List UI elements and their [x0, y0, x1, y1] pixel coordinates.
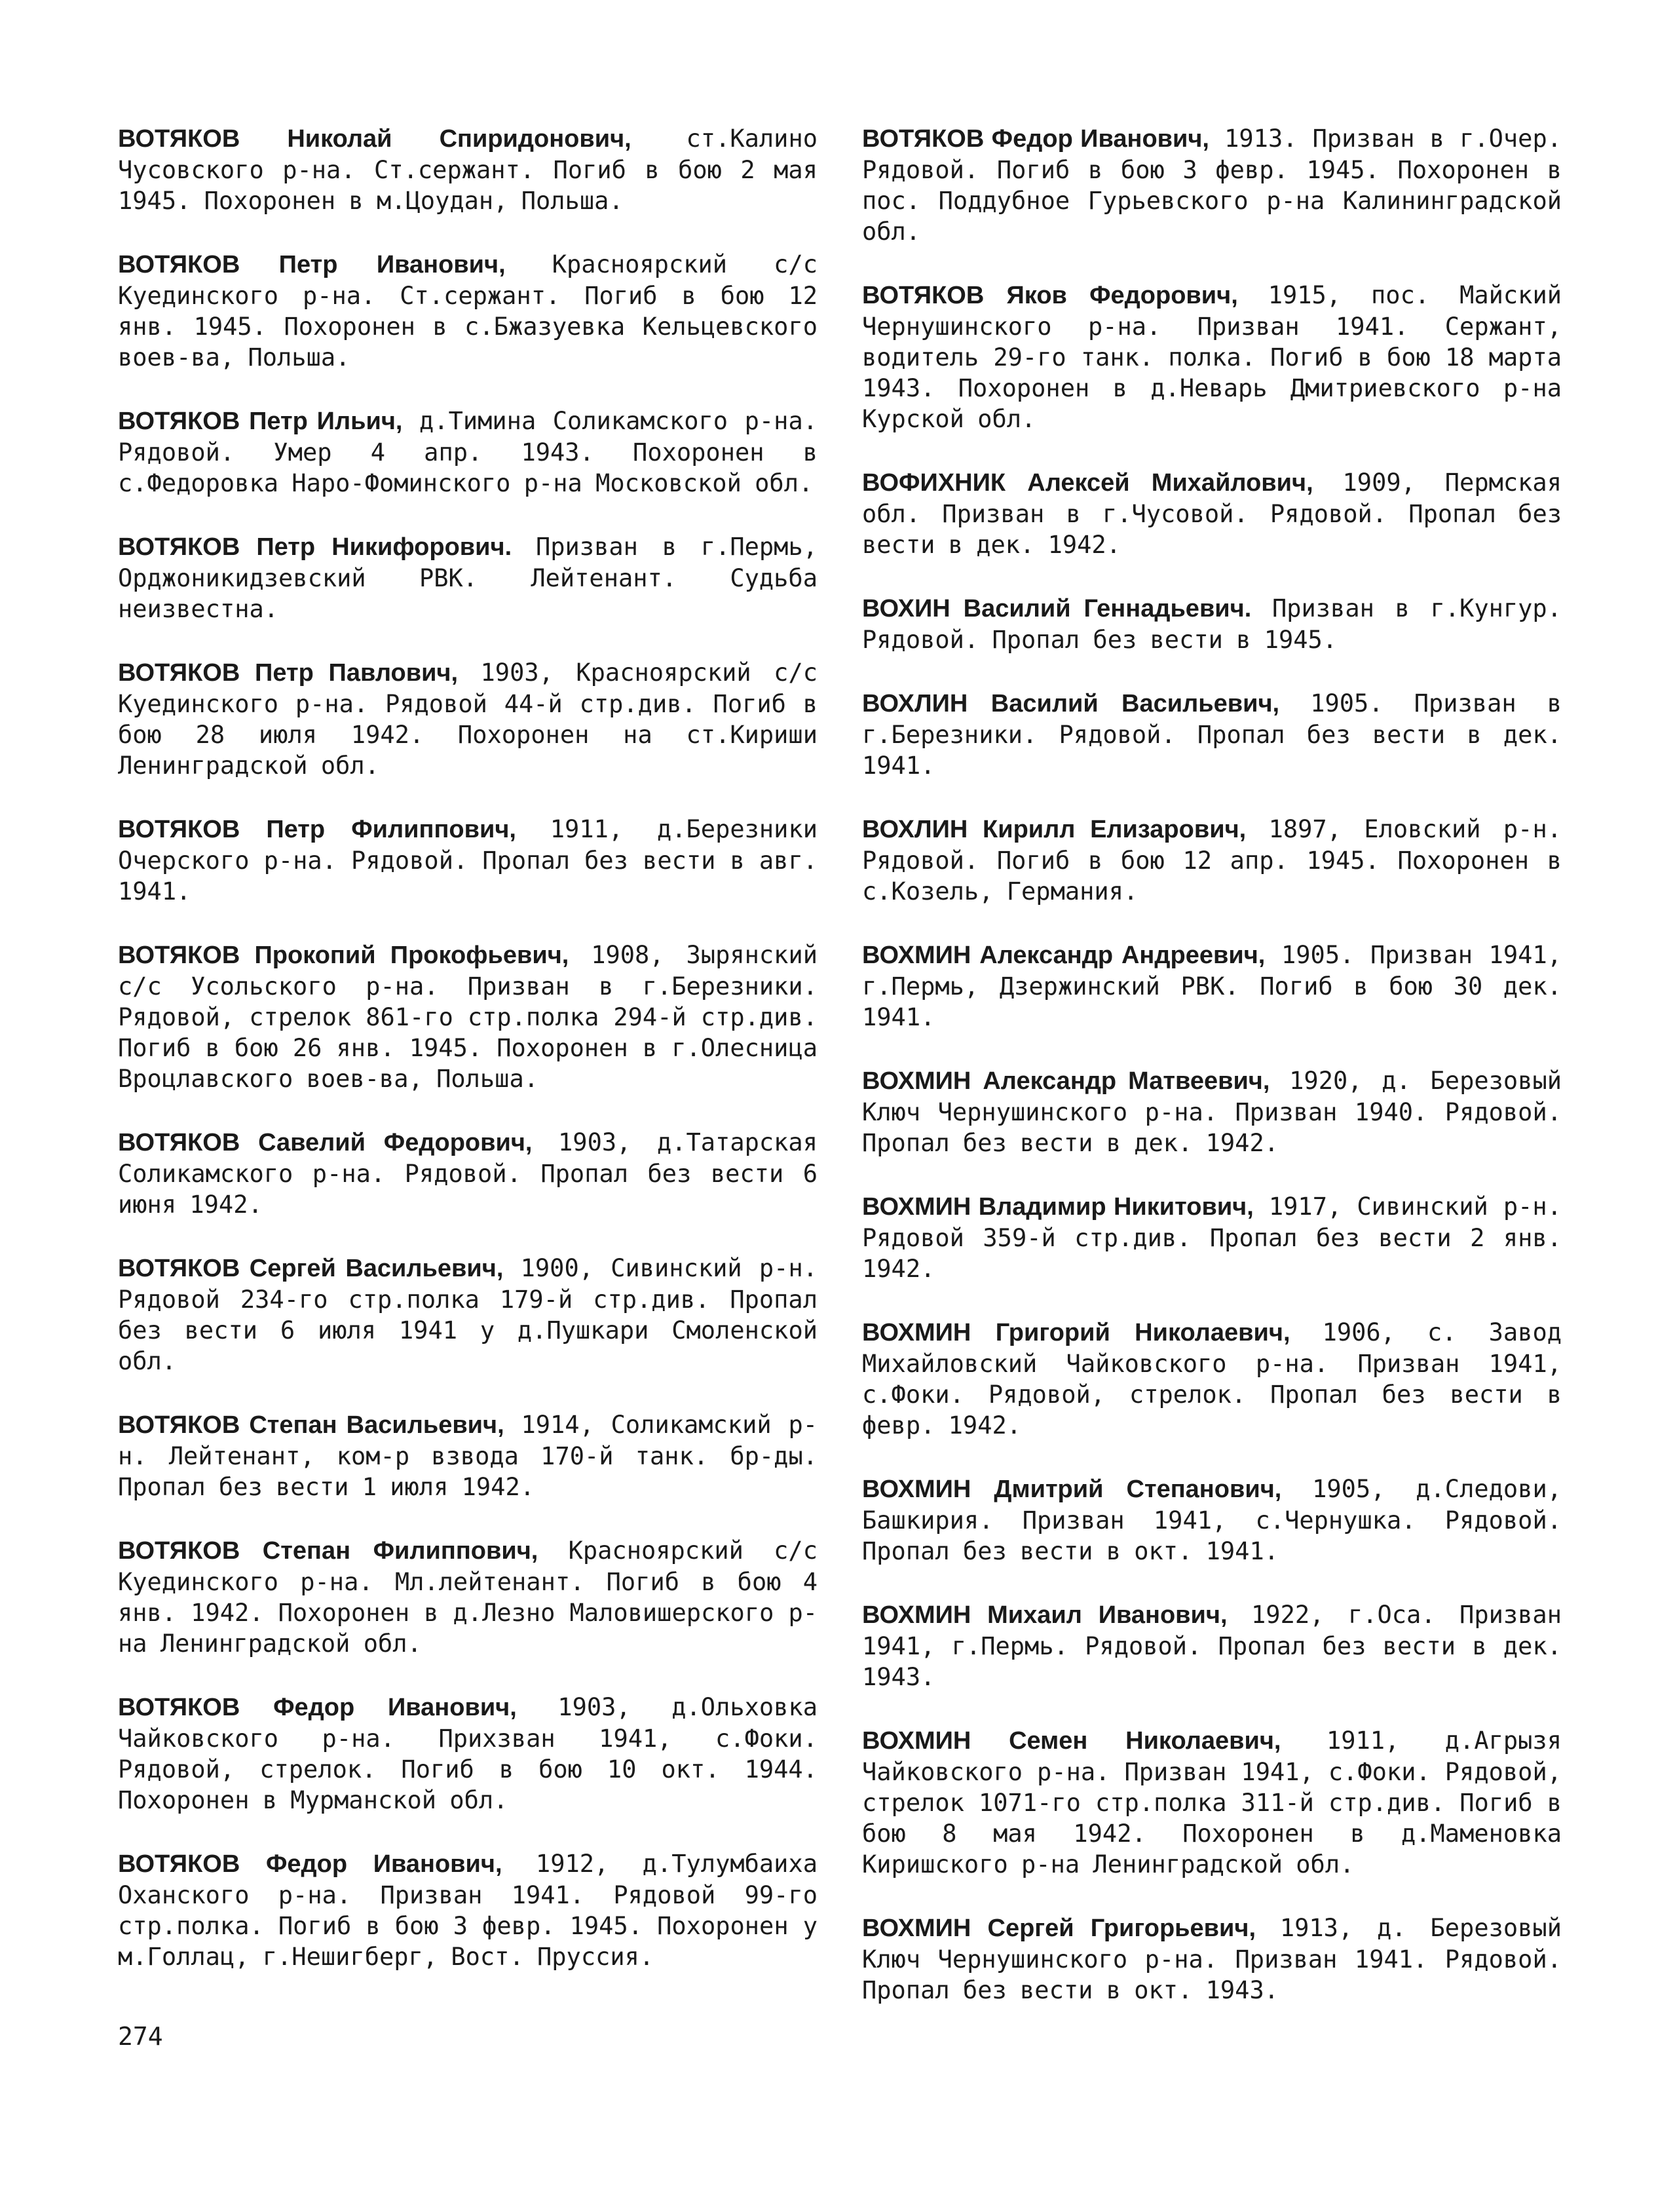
- entry-name: ВОФИХНИК Алексей Михайлович,: [862, 469, 1313, 497]
- entry-name: ВОТЯКОВ Степан Филиппович,: [118, 1537, 538, 1565]
- entry-text: 1897, Еловский р-н. Рядовой. Погиб в бою 12 апр. 1945. Похоронен в с.Козель, Германия.: [862, 815, 1562, 906]
- entry: [118, 814, 818, 907]
- entry-name: ВОХМИН Семен Николаевич,: [862, 1727, 1281, 1755]
- entry-name: ВОХМИН Дмитрий Степанович,: [862, 1476, 1282, 1503]
- entry-name: ВОТЯКОВ Яков Федорович,: [862, 282, 1238, 309]
- entry-text: 1909, Пермская обл. Призван в г.Чусовой. Рядовой. Пропал без вести в дек. 1942.: [862, 468, 1562, 559]
- entry: [118, 123, 818, 216]
- entry-text: 1914, Соликамский р-н. Лейтенант, ком-р взвода 170-й танк. бр-ды. Пропал без вести 1 июля 1942.: [118, 1411, 818, 1501]
- entry-text: 1908, Зырянский с/с Усольского р-на. Призван в г.Березники. Рядовой, стрелок 861-го стр.полка 294-й стр.див. Погиб в бою 26 янв. 1945. Похоронен в г.Олесница Вроцлавского воев-ва, Польша.: [118, 941, 818, 1093]
- entry: [118, 1535, 818, 1659]
- entry-name: ВОТЯКОВ Прокопий Прокофьевич,: [118, 942, 569, 969]
- entry-name: ВОХМИН Владимир Никитович,: [862, 1193, 1254, 1221]
- entry: [118, 1692, 818, 1816]
- entry-name: ВОТЯКОВ Савелий Федорович,: [118, 1129, 533, 1156]
- entry: [862, 1599, 1562, 1692]
- entry-text: 1900, Сивинский р-н. Рядовой 234-го стр.полка 179-й стр.див. Пропал без вести 6 июля 1941 у д.Пушкари Смоленской обл.: [118, 1254, 818, 1375]
- entry-text: 1905. Призван в г.Березники. Рядовой. Пропал без вести в дек. 1941.: [862, 689, 1562, 780]
- entry: [118, 406, 818, 499]
- entry-text: 1911, д.Агрызя Чайковского р-на. Призван 1941, с.Фоки. Рядовой, стрелок 1071-го стр.полка 311-й стр.див. Погиб в бою 8 мая 1942. Похоронен в д.Маменовка Киришского р-на Ленинградской обл.: [862, 1726, 1562, 1878]
- entry-text: 1913, д. Березовый Ключ Чернушинского р-на. Призван 1941. Рядовой. Пропал без вести в окт. 1943.: [862, 1914, 1562, 2004]
- left-column: [118, 123, 818, 2005]
- entry-name: ВОХМИН Александр Андреевич,: [862, 942, 1266, 969]
- entry: [862, 1913, 1562, 2006]
- entry: [862, 1725, 1562, 1880]
- entry: [118, 657, 818, 781]
- entry-text: Призван в г.Кунгур. Рядовой. Пропал без вести в 1945.: [862, 594, 1562, 654]
- entry-name: ВОТЯКОВ Петр Иванович,: [118, 251, 506, 278]
- entry: [118, 531, 818, 624]
- entry-text: Красноярский с/с Куединского р-на. Мл.лейтенант. Погиб в бою 4 янв. 1942. Похоронен в д.Лезно Маловишерского р-на Ленинградской обл.: [118, 1536, 818, 1658]
- entry: [862, 1317, 1562, 1441]
- entry-text: 1905. Призван 1941, г.Пермь, Дзержинский РВК. Погиб в бою 30 дек. 1941.: [862, 941, 1562, 1031]
- entry-text: 1906, с. Завод Михайловский Чайковского р-на. Призван 1941, с.Фоки. Рядовой, стрелок. Пропал без вести в февр. 1942.: [862, 1318, 1562, 1440]
- entry: [118, 249, 818, 373]
- entry: [862, 1065, 1562, 1158]
- entry-name: ВОХМИН Григорий Николаевич,: [862, 1319, 1290, 1346]
- entry: [862, 467, 1562, 560]
- entry-name: ВОТЯКОВ Федор Иванович,: [118, 1850, 502, 1878]
- entry-text: 1913. Призван в г.Очер. Рядовой. Погиб в бою 3 февр. 1945. Похоронен в пос. Поддубное Гурьевского р-на Калининградской обл.: [862, 124, 1562, 246]
- entry-text: ст.Калино Чусовского р-на. Ст.сержант. Погиб в бою 2 мая 1945. Похоронен в м.Цоудан, Польша.: [118, 124, 818, 215]
- entry-text: 1911, д.Березники Очерского р-на. Рядовой. Пропал без вести в авг. 1941.: [118, 815, 818, 906]
- entry-text: Призван в г.Пермь, Орджоникидзевский РВК. Лейтенант. Судьба неизвестна.: [118, 533, 818, 623]
- entry-text: д.Тимина Соликамского р-на. Рядовой. Умер 4 апр. 1943. Похоронен в с.Федоровка Наро-Фоминского р-на Московской обл.: [118, 407, 818, 497]
- entry: [118, 1127, 818, 1220]
- entry-name: ВОТЯКОВ Федор Иванович,: [862, 125, 1209, 153]
- entry: [118, 940, 818, 1094]
- entry-name: ВОХМИН Сергей Григорьевич,: [862, 1915, 1256, 1942]
- entry: [862, 940, 1562, 1033]
- entry-name: ВОТЯКОВ Федор Иванович,: [118, 1694, 517, 1721]
- entry-text: Красноярский с/с Куединского р-на. Ст.сержант. Погиб в бою 12 янв. 1945. Похоронен в с.Бжазуевка Кельцевского воев-ва, Польша.: [118, 250, 818, 372]
- entry-text: 1912, д.Тулумбаиха Оханского р-на. Призван 1941. Рядовой 99-го стр.полка. Погиб в бою 3 февр. 1945. Похоронен у м.Голлац, г.Нешигберг, Вост. Пруссия.: [118, 1850, 818, 1971]
- entry: [862, 593, 1562, 655]
- entry-text: 1922, г.Оса. Призван 1941, г.Пермь. Рядовой. Пропал без вести в дек. 1943.: [862, 1601, 1562, 1691]
- entry: [862, 1191, 1562, 1284]
- entry-name: ВОТЯКОВ Сергей Васильевич,: [118, 1255, 504, 1282]
- entry-name: ВОХИН Василий Геннадьевич.: [862, 595, 1252, 622]
- entry: [118, 1409, 818, 1502]
- entry: [118, 1253, 818, 1377]
- entry-text: 1915, пос. Майский Чернушинского р-на. Призван 1941. Сержант, водитель 29-го танк. полка. Погиб в бою 18 марта 1943. Похоронен в д.Неварь Дмитриевского р-на Курской обл.: [862, 281, 1562, 433]
- entry-name: ВОХЛИН Василий Васильевич,: [862, 690, 1280, 717]
- entry-name: ВОТЯКОВ Петр Ильич,: [118, 408, 403, 435]
- entry-name: ВОТЯКОВ Петр Филиппович,: [118, 816, 516, 843]
- entry-text: 1903, д.Ольховка Чайковского р-на. Прихзван 1941, с.Фоки. Рядовой, стрелок. Погиб в бою 10 окт. 1944. Похоронен в Мурманской обл.: [118, 1693, 818, 1814]
- entry-name: ВОХМИН Михаил Иванович,: [862, 1601, 1228, 1629]
- entry-text: 1920, д. Березовый Ключ Чернушинского р-на. Призван 1940. Рядовой. Пропал без вести в дек. 1942.: [862, 1067, 1562, 1157]
- right-column: [862, 123, 1562, 2038]
- entry-text: 1905, д.Следови, Башкирия. Призван 1941, с.Чернушка. Рядовой. Пропал без вести в окт. 1941.: [862, 1475, 1562, 1565]
- entry-name: ВОТЯКОВ Петр Никифорович.: [118, 533, 512, 561]
- entry: [862, 1474, 1562, 1567]
- entry: [862, 814, 1562, 907]
- entry-name: ВОТЯКОВ Николай Спиридонович,: [118, 125, 631, 153]
- entry-text: 1903, Красноярский с/с Куединского р-на. Рядовой 44-й стр.див. Погиб в бою 28 июля 1942. Похоронен на ст.Кириши Ленинградской обл.: [118, 658, 818, 780]
- entry-name: ВОХМИН Александр Матвеевич,: [862, 1067, 1270, 1095]
- entry: [118, 1848, 818, 1972]
- entry-name: ВОХЛИН Кирилл Елизарович,: [862, 816, 1247, 843]
- page-number: 274: [118, 2022, 163, 2051]
- entry: [862, 123, 1562, 247]
- entry-name: ВОТЯКОВ Степан Васильевич,: [118, 1411, 504, 1439]
- entry-name: ВОТЯКОВ Петр Павлович,: [118, 659, 459, 687]
- entry: [862, 688, 1562, 781]
- entry-text: 1917, Сивинский р-н. Рядовой 359-й стр.див. Пропал без вести 2 янв. 1942.: [862, 1192, 1562, 1283]
- entry: [862, 280, 1562, 434]
- entry-text: 1903, д.Татарская Соликамского р-на. Рядовой. Пропал без вести 6 июня 1942.: [118, 1128, 818, 1219]
